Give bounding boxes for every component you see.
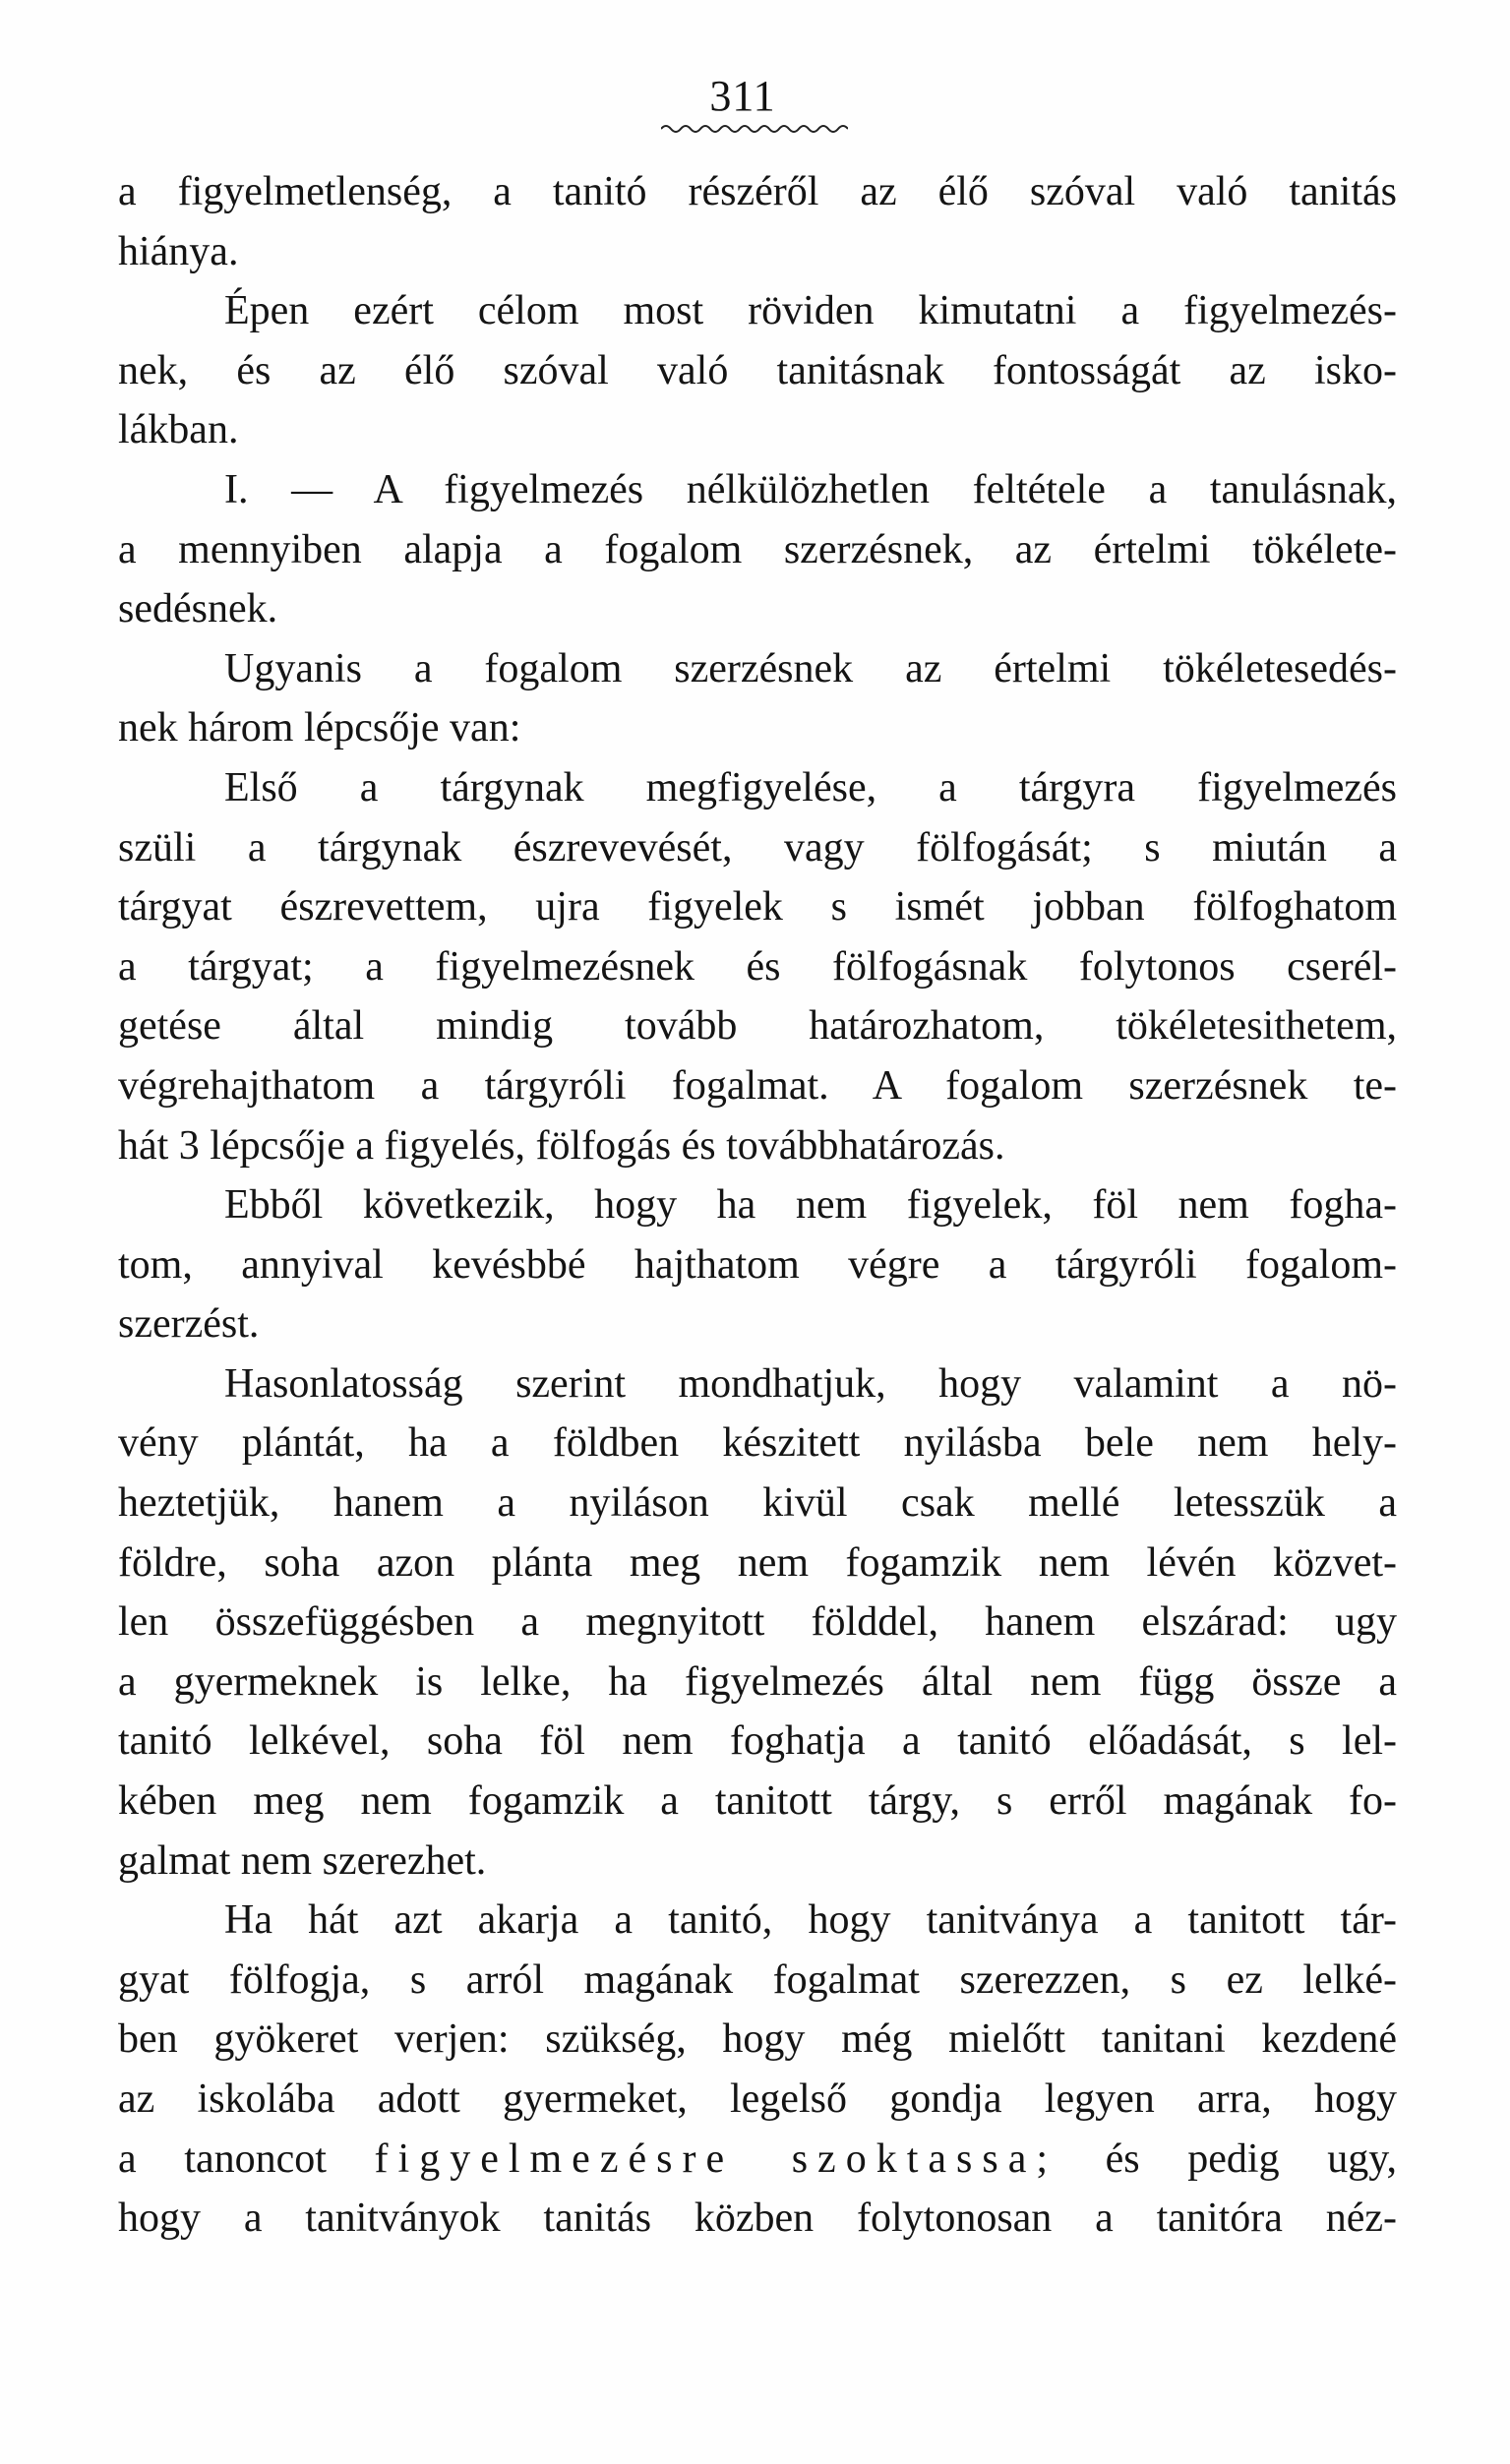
text-line: len összefüggésben a megnyitott földdel, hanem elszárad: ugy bbox=[118, 1599, 1397, 1646]
text-line: heztetjük, hanem a nyiláson kivül csak mellé letesszük a bbox=[118, 1480, 1397, 1527]
paragraph-first-line: Ugyanis a fogalom szerzésnek az értelmi tökéletesedés- bbox=[224, 645, 1397, 691]
text-line: az iskolába adott gyermeket, legelső gondja legyen arra, hogy bbox=[118, 2076, 1397, 2122]
text-line: getése által mindig tovább határozhatom, tökéletesithetem, bbox=[118, 1003, 1397, 1050]
text-line: hogy a tanitványok tanitás közben folytonosan a tanitóra néz- bbox=[118, 2195, 1397, 2242]
text-line: tom, annyival kevésbbé hajthatom végre a tárgyróli fogalom- bbox=[118, 1241, 1397, 1288]
text-line: a figyelmetlenség, a tanitó részéről az élő szóval való tanitás bbox=[118, 169, 1397, 214]
text-line: a mennyiben alapja a fogalom szerzésnek, az értelmi tökélete- bbox=[118, 526, 1397, 572]
wavy-rule-ornament bbox=[661, 122, 848, 136]
text-line: a tárgyat; a figyelmezésnek és fölfogásnak folytonos cserél- bbox=[118, 943, 1397, 990]
text-line: ben gyökeret verjen: szükség, hogy még mielőtt tanitani kezdené bbox=[118, 2016, 1397, 2063]
text-line-emphasis bbox=[118, 2130, 1397, 2190]
text-fragment: a tanoncot bbox=[118, 2135, 327, 2182]
text-line: nek, és az élő szóval való tanitásnak fontosságát az isko- bbox=[118, 347, 1397, 393]
text-line: földre, soha azon plánta meg nem fogamzik nem lévén közvet- bbox=[118, 1539, 1397, 1586]
text-line: a gyermeknek is lelke, ha figyelmezés által nem függ össze a bbox=[118, 1658, 1397, 1705]
text-line: hiánya. bbox=[118, 228, 239, 274]
page-number: 311 bbox=[709, 72, 776, 120]
text-line: sedésnek. bbox=[118, 586, 278, 632]
text-line: galmat nem szerezhet. bbox=[118, 1837, 487, 1884]
paragraph-first-line: Ebből következik, hogy ha nem figyelek, föl nem fogha- bbox=[224, 1182, 1397, 1229]
text-line: végrehajthatom a tárgyróli fogalmat. A fogalom szerzésnek te- bbox=[118, 1062, 1397, 1109]
spaced-emphasis-text: figyelmezésre szoktassa; bbox=[374, 2135, 1058, 2182]
text-line: hát 3 lépcsője a figyelés, fölfogás és továbbhatározás. bbox=[118, 1122, 1005, 1169]
paragraph-first-line: Ha hát azt akarja a tanitó, hogy tanitványa a tanitott tár- bbox=[224, 1897, 1397, 1944]
paragraph-first-line: I. — A figyelmezés nélkülözhetlen feltétele a tanulásnak, bbox=[224, 466, 1397, 512]
paragraph-first-line: Hasonlatosság szerint mondhatjuk, hogy valamint a nö- bbox=[224, 1360, 1397, 1407]
body-text bbox=[118, 162, 1397, 2249]
text-line: kében meg nem fogamzik a tanitott tárgy, s erről magának fo- bbox=[118, 1778, 1397, 1825]
text-line: gyat fölfogja, s arról magának fogalmat szerezzen, s ez lelké- bbox=[118, 1956, 1397, 2003]
text-line: szerzést. bbox=[118, 1301, 260, 1348]
paragraph-first-line: Épen ezért célom most röviden kimutatni a figyelmezés- bbox=[224, 288, 1397, 334]
text-line: tárgyat észrevettem, ujra figyelek s ismét jobban fölfoghatom bbox=[118, 884, 1397, 931]
paragraph-first-line: Első a tárgynak megfigyelése, a tárgyra figyelmezés bbox=[224, 764, 1397, 811]
text-line: vény plántát, ha a földben készitett nyilásba bele nem hely- bbox=[118, 1420, 1397, 1467]
text-line: nek három lépcsője van: bbox=[118, 705, 521, 751]
text-fragment: és pedig ugy, bbox=[1105, 2135, 1397, 2182]
text-line: szüli a tárgynak észrevevését, vagy fölfogását; s miután a bbox=[118, 824, 1397, 871]
text-line: tanitó lelkével, soha föl nem foghatja a tanitó előadását, s lel- bbox=[118, 1718, 1397, 1765]
text-line: lákban. bbox=[118, 407, 239, 453]
